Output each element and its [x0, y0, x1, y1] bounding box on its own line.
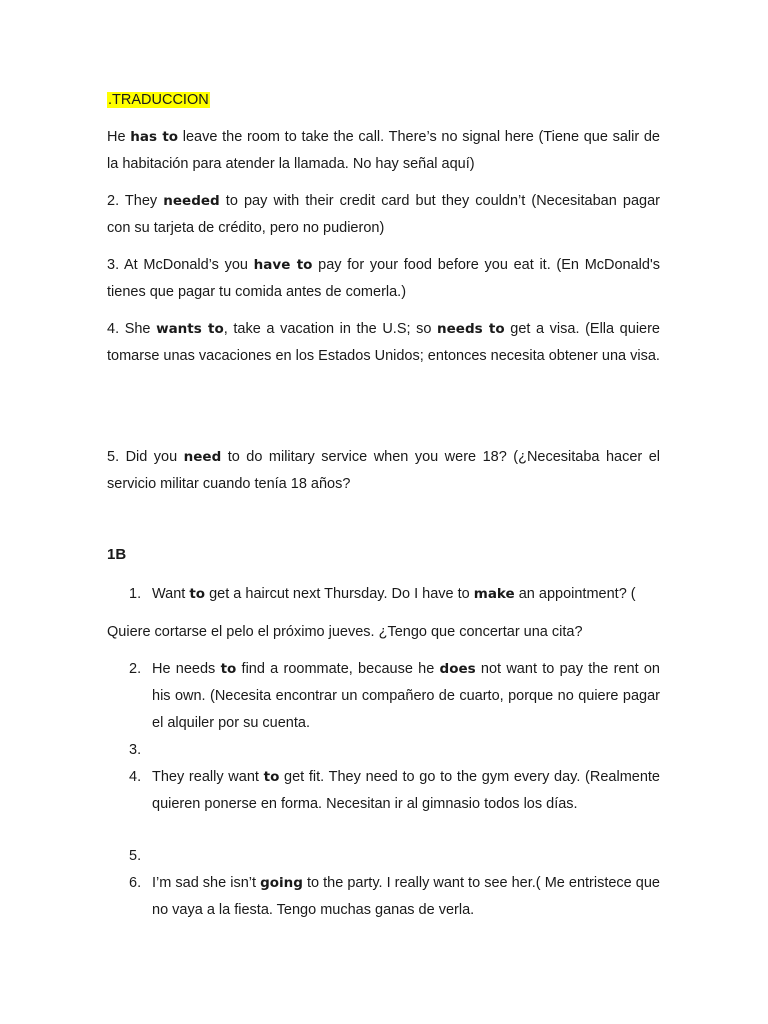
paragraph-text: , take a vacation in the U.S; so	[223, 321, 438, 337]
bold-phrase: going	[260, 875, 303, 891]
item-text: find a roommate, because he	[236, 661, 440, 677]
item-text: get a haircut next Thursday. Do I have to	[205, 586, 474, 602]
list-number: 3.	[129, 742, 142, 758]
bold-phrase: to	[263, 769, 280, 785]
item-text: He needs	[152, 661, 221, 677]
paragraph-text: 3. At McDonald’s you	[107, 257, 254, 273]
document-title	[107, 90, 210, 110]
bold-phrase: make	[473, 586, 515, 602]
title-highlight: .TRADUCCION	[108, 92, 209, 108]
item-text: to the party. I really want to see her.( Me entristece que no vaya a la fiesta. Tengo muchas ganas de verla.	[152, 875, 660, 918]
item-text: I’m sad she isn’t	[152, 875, 261, 891]
bold-phrase: does	[439, 661, 476, 677]
list-item-4	[107, 764, 660, 818]
bold-phrase: have to	[253, 257, 313, 273]
bold-phrase: need	[183, 449, 222, 465]
paragraph-4	[107, 316, 660, 370]
bold-phrase: to	[220, 661, 237, 677]
list-item-6	[107, 870, 660, 924]
paragraph-1	[107, 124, 660, 178]
bold-phrase: has to	[130, 129, 179, 145]
paragraph-2	[107, 188, 660, 242]
item-text: not want to pay the rent on his own. (Necesita encontrar un compañero de cuarto, porque no quiere pagar el alquiler por su cuenta.	[152, 661, 660, 731]
paragraph-text: to pay with their credit card but they couldn’t (Necesitaban pagar con su tarjeta de crédito, pero no pudieron)	[107, 193, 660, 236]
section-heading-1b: 1B	[107, 546, 127, 563]
list-number: 2.	[129, 661, 142, 677]
list-item-text	[152, 843, 660, 870]
paragraph-text: 5. Did you	[107, 449, 184, 465]
item-text: Want	[152, 586, 190, 602]
list-item-5	[107, 843, 660, 870]
list-item-text	[152, 656, 660, 737]
list-item-text	[152, 737, 660, 764]
list-item-1	[107, 581, 660, 608]
bold-phrase: to	[189, 586, 206, 602]
list-number: 4.	[129, 769, 142, 785]
bold-phrase: wants to	[156, 321, 224, 337]
bold-phrase: needs to	[437, 321, 505, 337]
list-item-3	[107, 737, 660, 764]
paragraph-text: pay for your food before you eat it. (En McDonald's tienes que pagar tu comida antes de comerla.)	[107, 257, 660, 300]
paragraph-text: He	[107, 129, 131, 145]
paragraph-text: get a visa. (Ella quiere tomarse unas vacaciones en los Estados Unidos; entonces necesita obtener una visa.	[107, 321, 660, 364]
paragraph-5	[107, 444, 660, 498]
list-item-text	[152, 870, 660, 924]
paragraph-text: 4. She	[107, 321, 157, 337]
item-1-translation: Quiere cortarse el pelo el próximo jueves. ¿Tengo que concertar una cita?	[107, 624, 583, 640]
paragraph-text: to do military service when you were 18? (¿Necesitaba hacer el servicio militar cuando tenía 18 años?	[107, 449, 660, 492]
list-item-2	[107, 656, 660, 737]
list-item-text	[152, 581, 660, 608]
paragraph-text: leave the room to take the call. There’s no signal here (Tiene que salir de la habitación para atender la llamada. No hay señal aquí)	[107, 129, 660, 172]
paragraph-text: 2. They	[107, 193, 164, 209]
item-text: They really want	[152, 769, 264, 785]
list-item-text	[152, 764, 660, 818]
paragraph-3	[107, 252, 660, 306]
list-number: 1.	[129, 586, 142, 602]
item-text: get fit. They need to go to the gym every day. (Realmente quieren ponerse en forma. Necesitan ir al gimnasio todos los días.	[152, 769, 660, 812]
list-number: 5.	[129, 848, 142, 864]
bold-phrase: needed	[163, 193, 220, 209]
list-number: 6.	[129, 875, 142, 891]
item-text: an appointment? (	[514, 586, 636, 602]
